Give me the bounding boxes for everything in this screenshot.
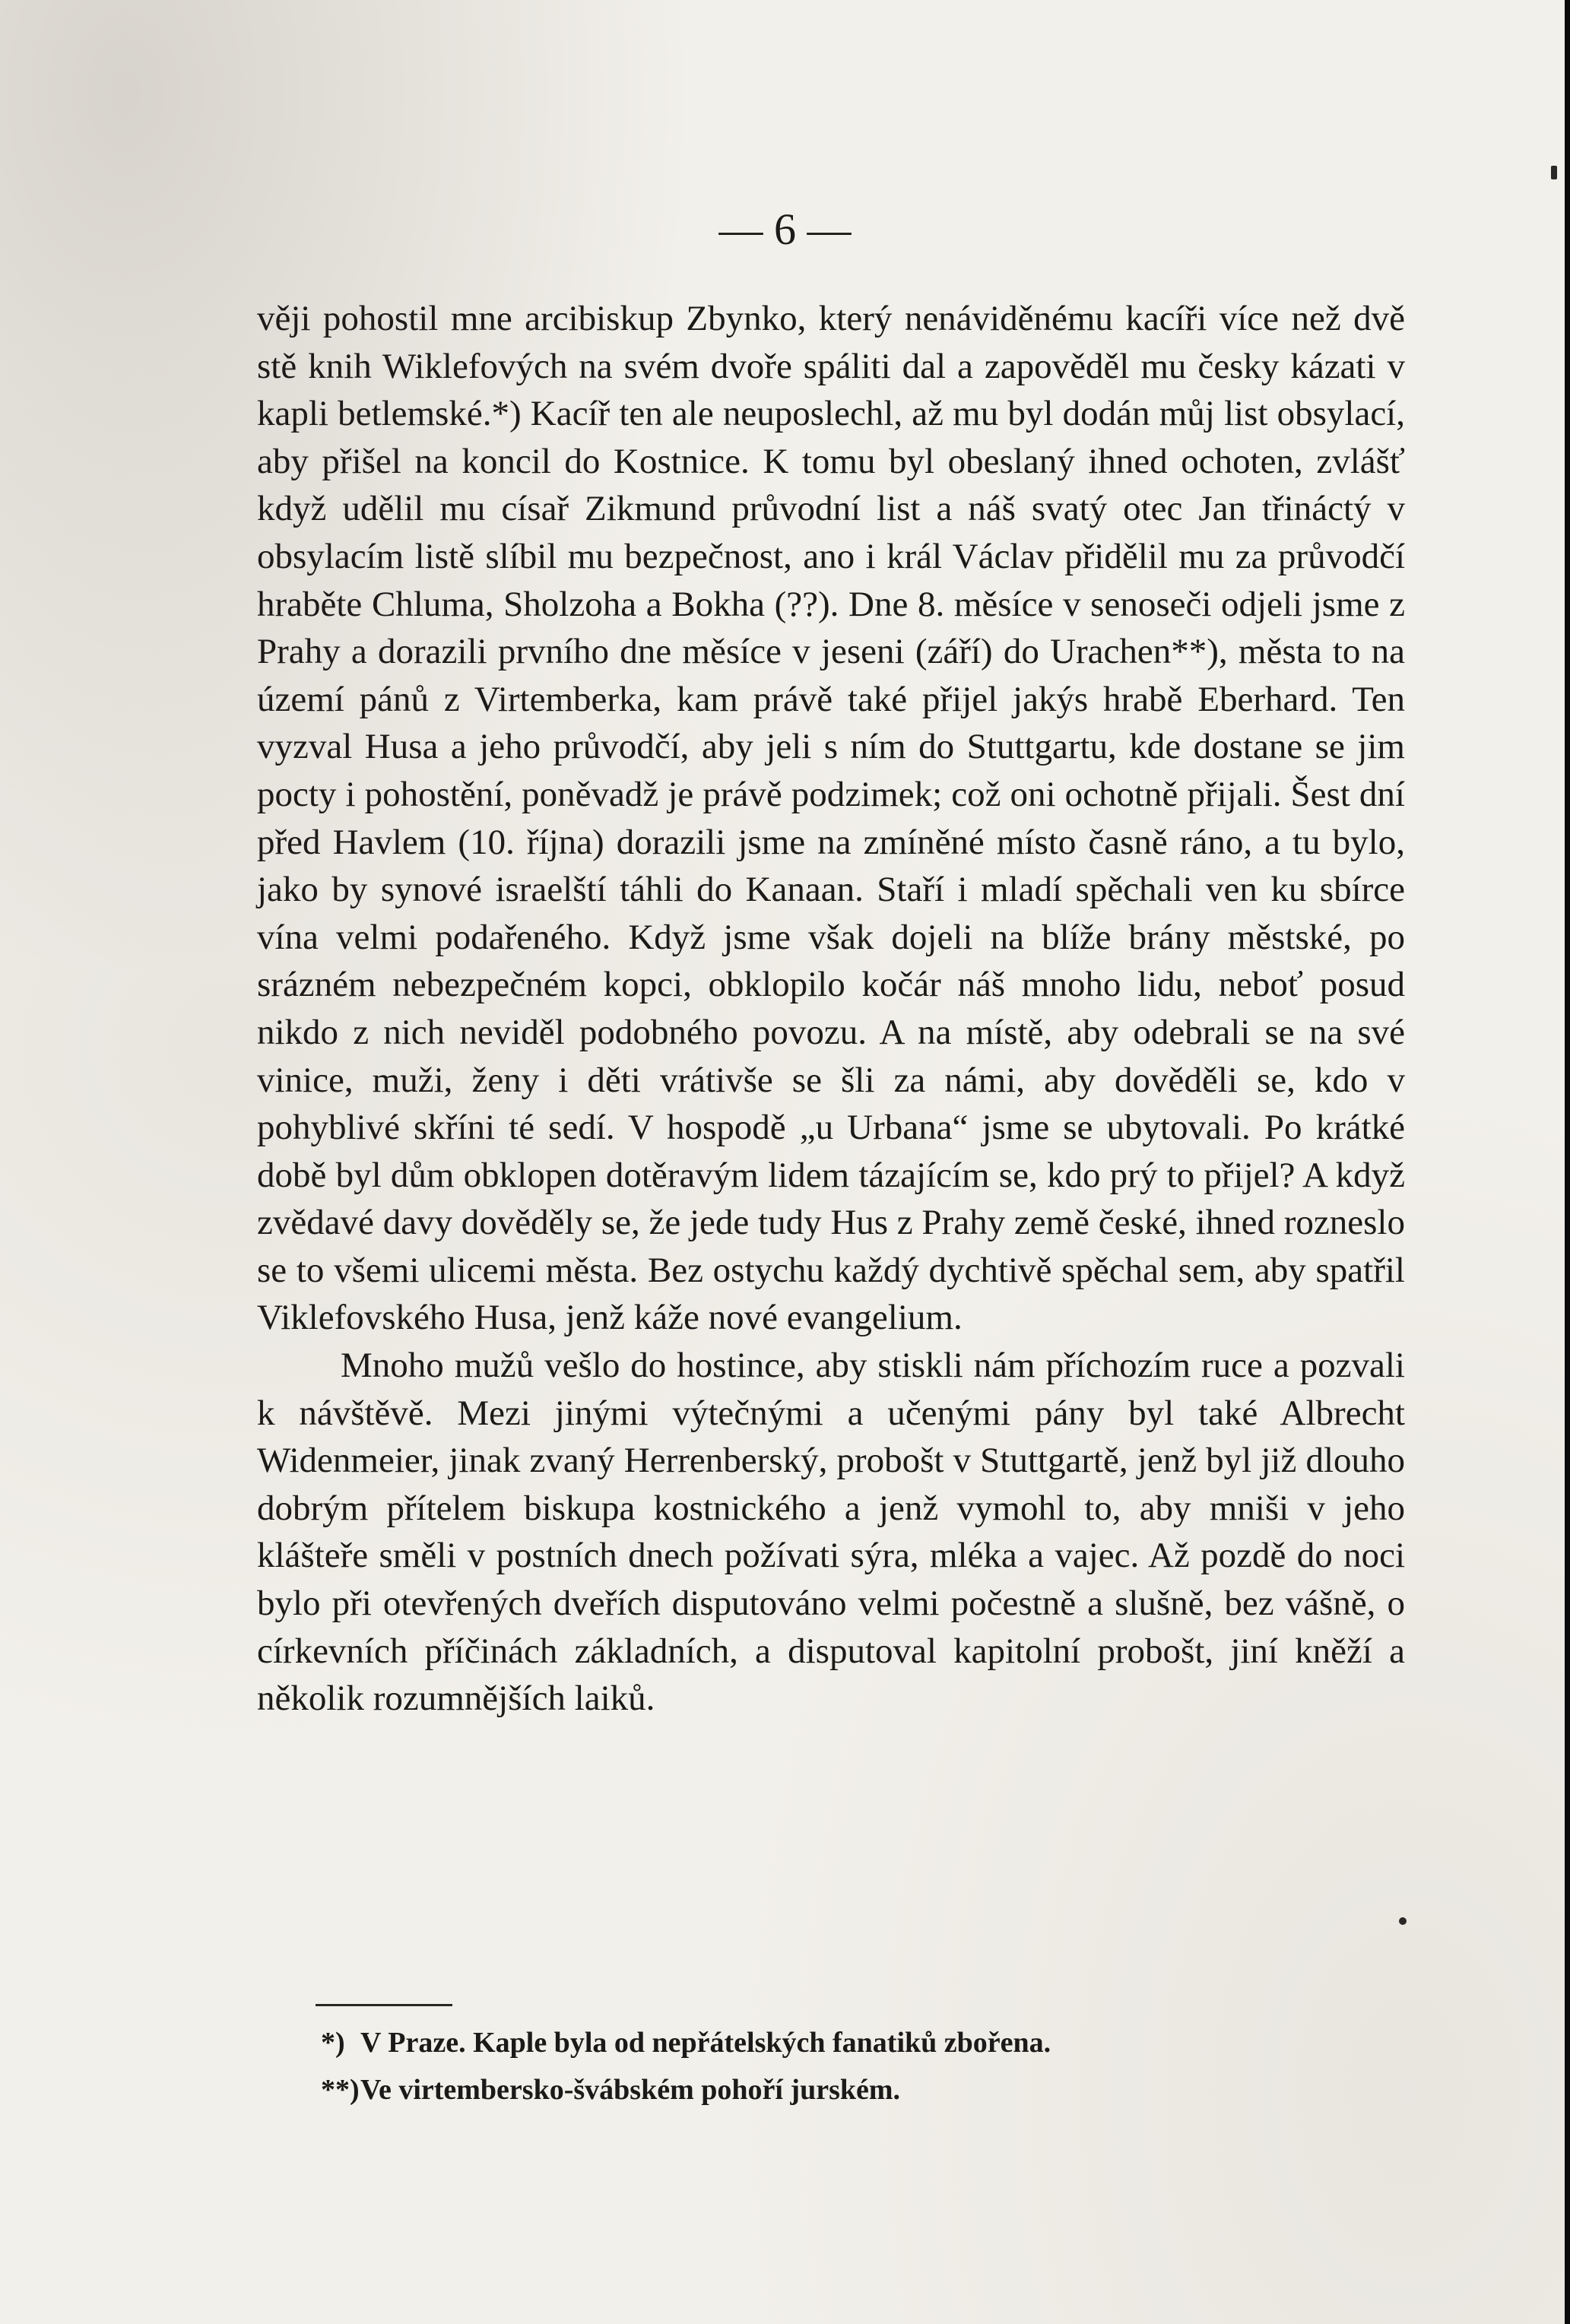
scan-edge [1565,0,1570,2324]
body-text [257,295,1405,1723]
footnote-text: Ve virtembersko-švábském pohoří jurském. [360,2074,901,2106]
paragraph-1: věji pohostil mne arcibiskup Zbynko, který nenáviděnému kacíři více než dvě stě knih Wiklefových na svém dvoře spáliti dal a zapověděl mu česky kázati v kapli betlemské.*) Kacíř ten ale neuposlechl, až mu byl dodán můj list obsylací, aby přišel na koncil do Kostnice. K tomu byl obeslaný ihned ochoten, zvlášť když udělil mu císař Zikmund průvodní list a náš svatý otec Jan třináctý v obsylacím listě slíbil mu bezpečnost, ano i král Václav přidělil mu za průvodčí hraběte Chluma, Sholzoha a Bokha (??). Dne 8. měsíce v senoseči odjeli jsme z Prahy a dorazili prvního dne měsíce v jeseni (září) do Urachen**), města to na území pánů z Virtemberka, kam právě také přijel jakýs hrabě Eberhard. Ten vyzval Husa a jeho průvodčí, aby jeli s ním do Stuttgartu, kde dostane se jim pocty i pohostění, poněvadž je právě podzimek; což oni ochotně přijali. Šest dní před Havlem (10. října) dorazili jsme na zmíněné místo časně ráno, a tu bylo, jako by synové israelští táhli do Kanaan. Staří i mladí spěchali ven ku sbírce vína velmi podařeného. Když jsme však dojeli na blíže brány městské, po srázném nebezpečném kopci, obklopilo kočár náš mnoho lidu, neboť posud nikdo z nich neviděl podobného povozu. A na místě, aby odebrali se na své vinice, muži, ženy i děti vrátivše se šli za námi, aby dověděli se, kdo v pohyblivé skříni té sedí. V hospodě „u Urbana“ jsme se ubytovali. Po krátké době byl dům obklopen dotěravým lidem tázajícím se, kdo prý to přijel? A když zvědavé davy dověděly se, že jede tudy Hus z Prahy země české, ihned rozneslo se to všemi ulicemi města. Bez ostychu každý dychtivě spěchal sem, aby spatřil Viklefovského Husa, jenž káže nové evangelium. [257,299,1405,1338]
footnotes [321,1990,1309,2113]
ink-speck [1399,1917,1407,1925]
ink-speck [1551,166,1557,179]
footnote-marker: *) [321,2027,345,2059]
paragraph-2: Mnoho mužů vešlo do hostince, aby stiskli nám příchozím ruce a pozvali k návštěvě. Mezi jinými výtečnými a učenými pány byl také Albrecht Widenmeier, jinak zvaný Herrenberský, probošt v Stuttgartě, jenž byl již dlouho dobrým přítelem biskupa kostnického a jenž vymohl to, aby mniši v jeho klášteře směli v postních dnech požívati sýra, mléka a vajec. Až pozdě do noci bylo při otevřených dveřích disputováno velmi počestně a slušně, bez vášně, o církevních příčinách základních, a disputoval kapitolní probošt, jiní kněží a několik rozumnějších laiků. [257,1346,1405,1719]
footnote-marker: **) [321,2074,360,2106]
page-number: — 6 — [718,204,852,254]
footnote-1 [321,2019,1309,2066]
footnote-2 [321,2066,1309,2113]
footnote-text: V Praze. Kaple byla od nepřátelských fanatiků zbořena. [360,2027,1051,2059]
